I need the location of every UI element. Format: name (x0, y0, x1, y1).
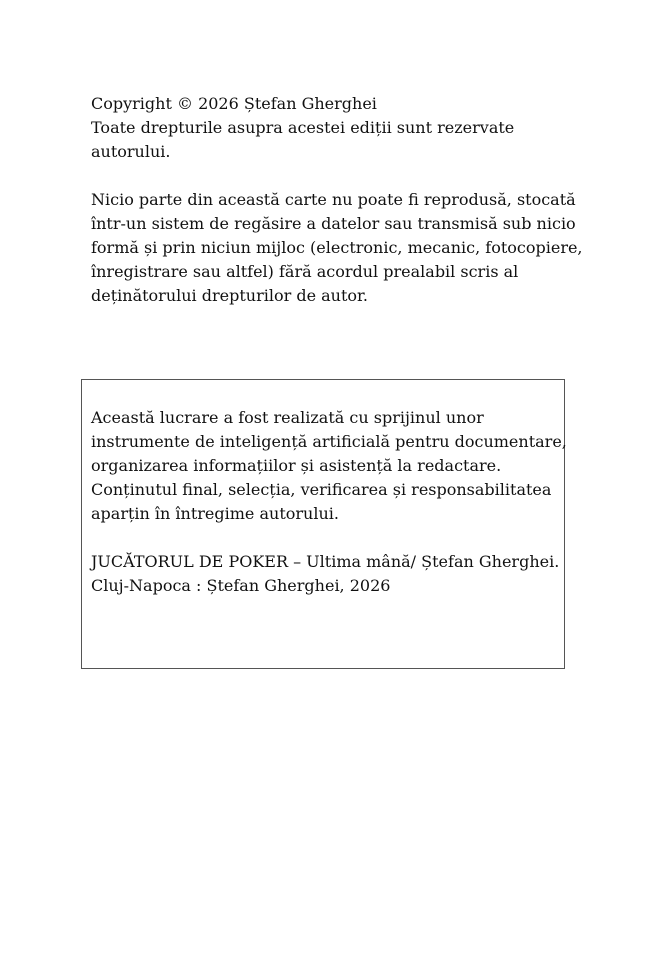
ai-disclosure-line: Conținutul final, selecția, verificarea și responsabilitatea (91, 480, 552, 499)
copyright-section (91, 92, 583, 308)
paragraph-spacer (91, 526, 561, 550)
rights-reserved-line: Toate drepturile asupra acestei ediții sunt rezervate (91, 118, 515, 137)
reproduction-line: deținătorului drepturilor de autor. (91, 286, 369, 305)
reproduction-line: înregistrare sau altfel) fără acordul prealabil scris al (91, 262, 519, 281)
notice-content (91, 406, 567, 598)
ai-disclosure-line: aparțin în întregime autorului. (91, 504, 339, 523)
cip-title-line: JUCĂTORUL DE POKER – Ultima mână/ Ștefan Gherghei. (91, 552, 560, 571)
rights-reserved-line-cont: autorului. (91, 142, 171, 161)
cip-publisher-line: Cluj-Napoca : Ștefan Gherghei, 2026 (91, 576, 391, 595)
reproduction-notice (91, 188, 583, 308)
paragraph-spacer (91, 164, 571, 188)
cip-record (91, 550, 561, 598)
reproduction-line: într-un sistem de regăsire a datelor sau transmisă sub nicio (91, 214, 576, 233)
ai-disclosure (91, 406, 567, 526)
ai-disclosure-line: instrumente de inteligență artificială pentru documentare, (91, 432, 567, 451)
ai-and-cip-box (81, 379, 565, 669)
ai-disclosure-line: organizarea informațiilor și asistență la redactare. (91, 456, 502, 475)
copyright-line: Copyright © 2026 Ștefan Gherghei (91, 94, 377, 113)
ai-disclosure-line: Această lucrare a fost realizată cu sprijinul unor (91, 408, 484, 427)
copyright-notice (91, 92, 571, 164)
reproduction-line: Nicio parte din această carte nu poate fi reprodusă, stocată (91, 190, 576, 209)
reproduction-line: formă și prin niciun mijloc (electronic, mecanic, fotocopiere, (91, 238, 583, 257)
